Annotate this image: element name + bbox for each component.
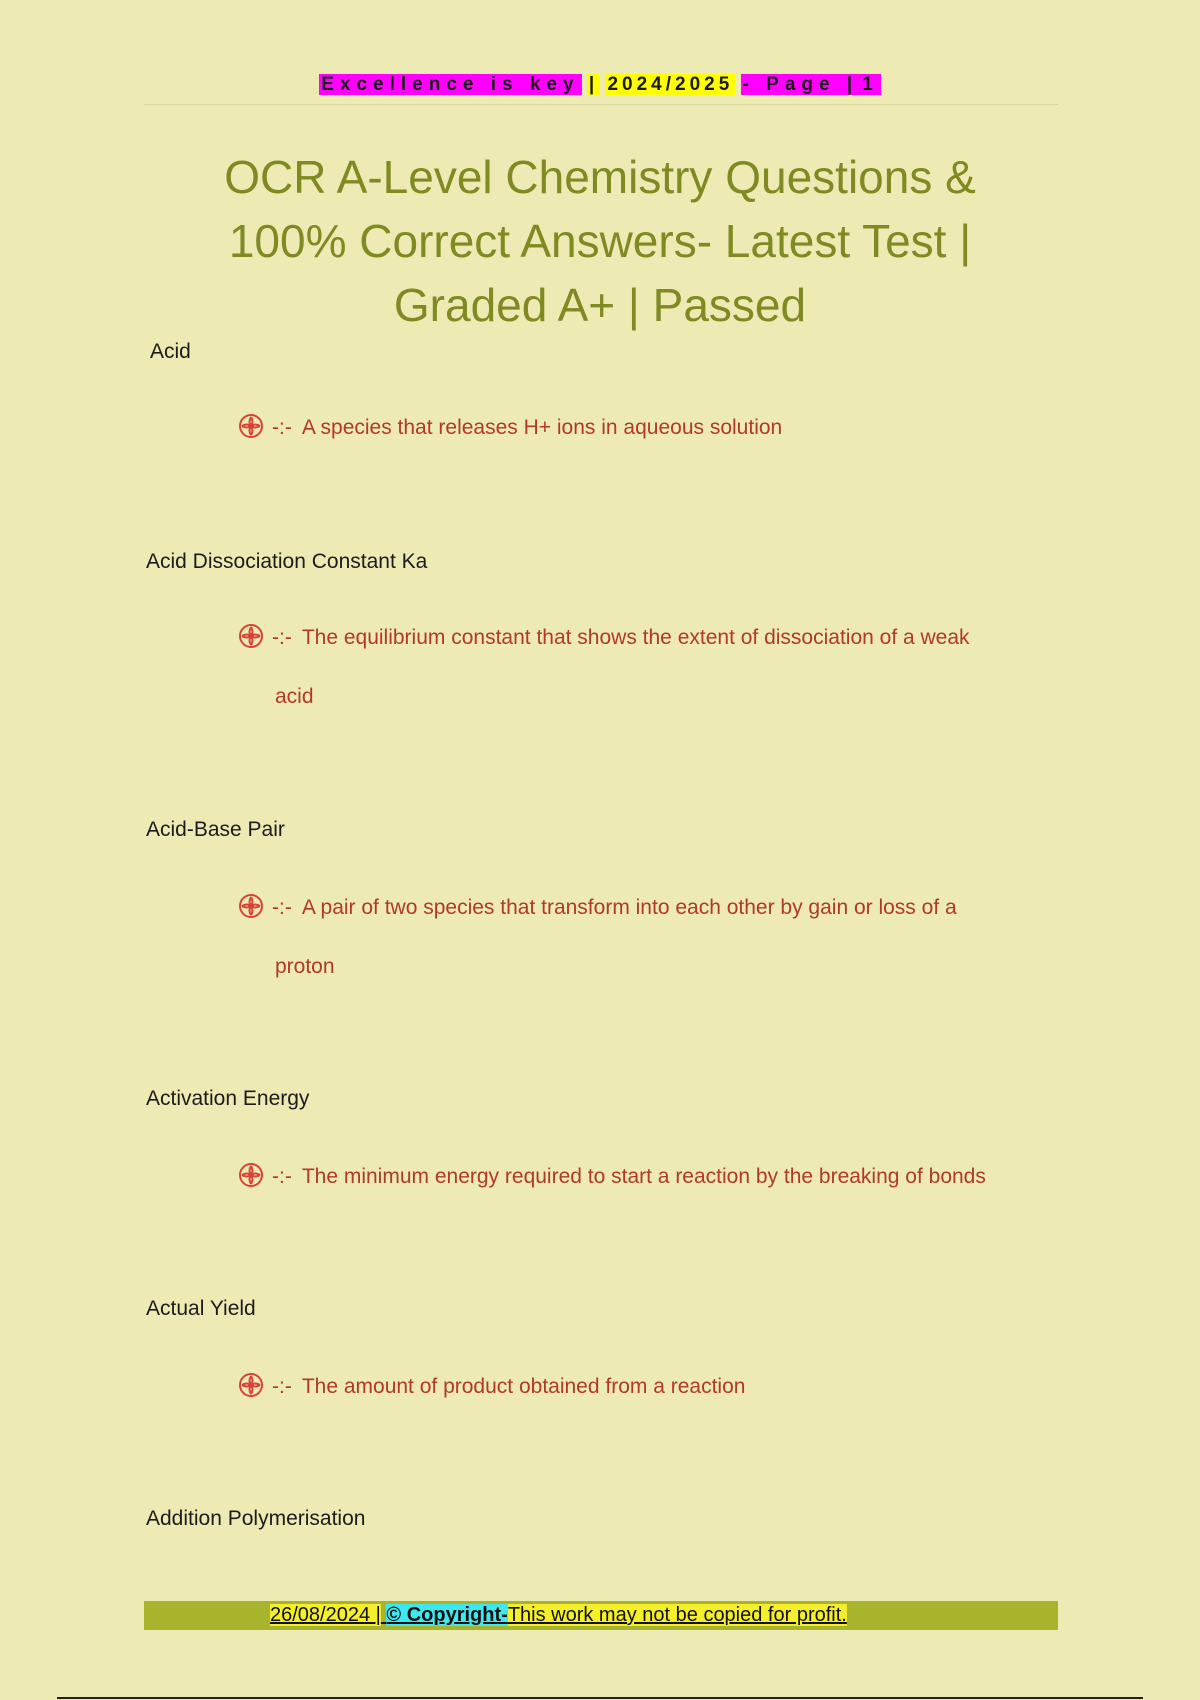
definition-separator: -:- [272,1375,292,1398]
term-acid-base-pair: Acid-Base Pair [146,818,285,841]
footer-notice: This work may not be copied for profit. [507,1604,847,1626]
title-line-3: Graded A+ | Passed [393,279,807,331]
definition-separator: -:- [272,626,292,649]
flower-bullet-icon [238,893,264,919]
term-addition-polymerisation: Addition Polymerisation [146,1507,366,1530]
term-activation-energy: Activation Energy [146,1087,310,1110]
definition-separator: -:- [272,896,292,919]
definition-text: A pair of two species that transform into each other by gain or loss of a [301,896,957,919]
footer [270,1601,847,1630]
definition-acid-dissociation-constant [238,608,1068,726]
page-bottom-rule [57,1697,1143,1699]
definition-text: The equilibrium constant that shows the extent of dissociation of a weak [301,626,970,649]
flower-bullet-icon [238,623,264,649]
term-actual-yield: Actual Yield [146,1297,256,1320]
header-separator: | [588,74,599,95]
title-line-2: 100% Correct Answers- Latest Test | [228,215,972,267]
definition-activation-energy [238,1147,1118,1206]
definition-text: A species that releases H+ ions in aqueous solution [301,416,783,439]
definition-separator: -:- [272,1165,292,1188]
definition-acid [238,398,1068,457]
term-acid-dissociation-constant: Acid Dissociation Constant Ka [146,550,428,573]
header-page-number: 1 [862,74,879,95]
flower-bullet-icon [238,1162,264,1188]
document-title [150,145,1050,337]
definition-text-continued: proton [275,955,335,978]
definition-text-continued: acid [275,685,314,708]
definition-acid-base-pair [238,878,1068,996]
page-header [0,72,1200,98]
term-acid: Acid [150,340,191,363]
header-year: 2024/2025 [607,74,734,95]
footer-copyright: © Copyright- [386,1604,508,1626]
flower-bullet-icon [238,1372,264,1398]
definition-separator: -:- [272,416,292,439]
title-line-1: OCR A-Level Chemistry Questions & [224,151,976,203]
definition-text: The amount of product obtained from a reaction [301,1375,746,1398]
header-page-label: - Page | [742,74,859,95]
header-motto: Excellence is key [321,74,580,95]
definition-actual-yield [238,1357,1068,1416]
definition-text: The minimum energy required to start a reaction by the breaking of bonds [301,1165,986,1188]
flower-bullet-icon [238,413,264,439]
header-divider [144,104,1058,105]
footer-date: 26/08/2024 | [270,1604,381,1626]
